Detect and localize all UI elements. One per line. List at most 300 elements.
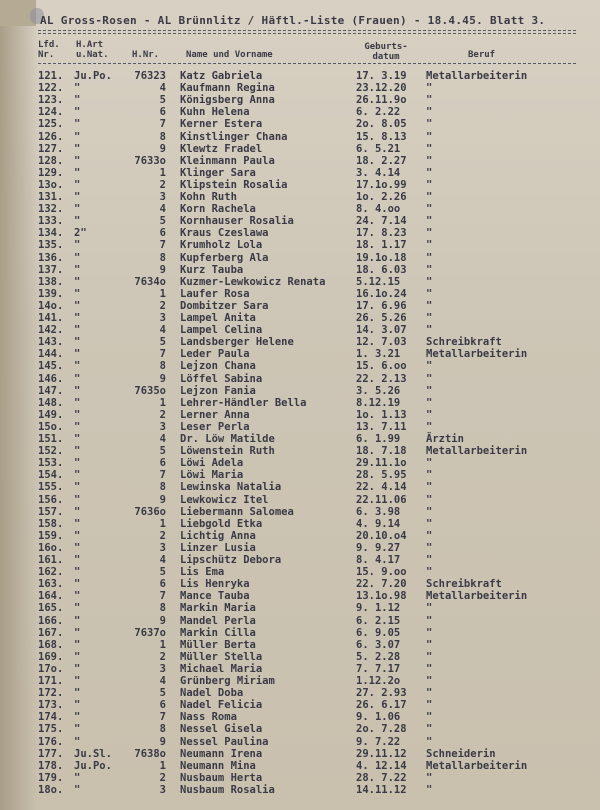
cell-lfd: 163. xyxy=(38,578,64,591)
cell-beruf: " xyxy=(426,541,433,554)
cell-beruf: " xyxy=(426,94,433,107)
cell-name: Löffel Sabina xyxy=(180,372,263,385)
cell-hnr: 7637o xyxy=(134,626,166,639)
cell-hnr: 9 xyxy=(159,263,166,276)
cell-geb: 18. 1.17 xyxy=(356,239,407,252)
cell-beruf: " xyxy=(426,215,433,228)
table-row xyxy=(0,300,600,312)
cell-lfd: 151. xyxy=(38,433,64,445)
cell-geb: 7. 7.17 xyxy=(356,662,401,675)
cell-hnr: 2 xyxy=(159,529,166,542)
cell-lfd: 122. xyxy=(38,82,64,95)
cell-name: Leder Paula xyxy=(180,348,250,361)
cell-beruf: " xyxy=(426,723,433,736)
cell-lfd: 147. xyxy=(38,384,64,397)
header-rule-2 xyxy=(38,33,576,34)
cell-name: Lipschütz Debora xyxy=(180,554,282,566)
cell-hart: " xyxy=(74,590,81,603)
cell-lfd: 13o. xyxy=(38,178,64,191)
cell-hart: " xyxy=(74,602,81,615)
cell-name: Kerner Estera xyxy=(180,118,263,131)
cell-geb: 1o. 2.26 xyxy=(356,191,407,203)
header-rule xyxy=(38,30,576,31)
cell-lfd: 139. xyxy=(38,287,64,300)
cell-beruf: " xyxy=(426,469,433,482)
cell-lfd: 162. xyxy=(38,566,64,579)
cell-beruf: " xyxy=(426,675,433,687)
cell-name: Markin Cilla xyxy=(180,626,256,639)
cell-lfd: 152. xyxy=(38,445,64,458)
cell-geb: 2o. 7.28 xyxy=(356,723,407,736)
cell-hnr: 7 xyxy=(159,118,166,131)
table-row xyxy=(0,276,600,288)
cell-hart: " xyxy=(74,106,81,119)
cell-beruf: " xyxy=(426,699,433,712)
cell-beruf: " xyxy=(426,275,433,288)
cell-hnr: 7633o xyxy=(134,154,166,167)
cell-hnr: 4 xyxy=(159,82,166,95)
cell-beruf: " xyxy=(426,312,433,324)
cell-beruf: " xyxy=(426,420,433,433)
cell-beruf: " xyxy=(426,166,433,179)
cell-name: Mance Tauba xyxy=(180,590,250,603)
table-row xyxy=(0,191,600,203)
cell-beruf: " xyxy=(426,227,433,240)
table-row xyxy=(0,723,600,735)
cell-beruf: " xyxy=(426,130,433,143)
cell-name: Kohn Ruth xyxy=(180,191,237,203)
cell-geb: 12. 7.03 xyxy=(356,336,407,349)
cell-geb: 3. 4.14 xyxy=(356,166,401,179)
cell-beruf: " xyxy=(426,203,433,216)
cell-name: Lichtig Anna xyxy=(180,529,256,542)
cell-name: Klipstein Rosalia xyxy=(180,178,288,191)
cell-geb: 9. 1.12 xyxy=(356,602,401,615)
cell-lfd: 18o. xyxy=(38,783,64,796)
cell-name: Neumann Irena xyxy=(180,747,263,760)
table-row xyxy=(0,530,600,542)
cell-beruf: " xyxy=(426,372,433,385)
cell-hart: " xyxy=(74,638,81,651)
cell-lfd: 178. xyxy=(38,759,64,772)
cell-geb: 3. 5.26 xyxy=(356,384,401,397)
cell-lfd: 134. xyxy=(38,227,64,240)
cell-hnr: 9 xyxy=(159,142,166,155)
cell-beruf: " xyxy=(426,687,433,700)
cell-beruf: " xyxy=(426,118,433,131)
cell-beruf: " xyxy=(426,191,433,203)
cell-name: Dr. Löw Matilde xyxy=(180,433,275,445)
cell-hnr: 1 xyxy=(159,638,166,651)
table-row xyxy=(0,651,600,663)
cell-lfd: 121. xyxy=(38,70,64,82)
cell-geb: 6. 2.22 xyxy=(356,106,401,119)
col-hart-nat xyxy=(76,40,109,60)
cell-geb: 15. 8.13 xyxy=(356,130,407,143)
table-row xyxy=(0,675,600,687)
cell-lfd: 142. xyxy=(38,324,64,337)
cell-hart: " xyxy=(74,130,81,143)
col-lfd: Lfd. xyxy=(38,40,60,50)
cell-beruf: " xyxy=(426,529,433,542)
cell-geb: 23.12.20 xyxy=(356,82,407,95)
cell-hart: " xyxy=(74,566,81,579)
cell-geb: 6. 3.07 xyxy=(356,638,401,651)
col-beruf: Beruf xyxy=(468,50,496,60)
cell-lfd: 167. xyxy=(38,626,64,639)
col-lfd-nr xyxy=(38,40,60,60)
table-row xyxy=(0,252,600,264)
cell-geb: 4. 9.14 xyxy=(356,517,401,530)
cell-name: Lampel Celina xyxy=(180,324,263,337)
table-row xyxy=(0,615,600,627)
table-row xyxy=(0,373,600,385)
cell-name: Lampel Anita xyxy=(180,312,256,324)
cell-hart: " xyxy=(74,662,81,675)
cell-hnr: 6 xyxy=(159,578,166,591)
cell-hnr: 7634o xyxy=(134,275,166,288)
table-row xyxy=(0,469,600,481)
cell-lfd: 168. xyxy=(38,638,64,651)
cell-hnr: 7 xyxy=(159,239,166,252)
cell-beruf: " xyxy=(426,614,433,627)
table-row xyxy=(0,506,600,518)
cell-lfd: 177. xyxy=(38,747,64,760)
cell-hnr: 8 xyxy=(159,360,166,373)
cell-name: Kuzmer-Lewkowicz Renata xyxy=(180,275,326,288)
cell-geb: 5. 2.28 xyxy=(356,650,401,663)
cell-hnr: 4 xyxy=(159,203,166,216)
table-row xyxy=(0,360,600,372)
cell-name: Lis Ema xyxy=(180,566,225,579)
cell-hnr: 3 xyxy=(159,312,166,324)
cell-hnr: 2 xyxy=(159,650,166,663)
cell-beruf: " xyxy=(426,299,433,312)
cell-name: Dombitzer Sara xyxy=(180,299,269,312)
cell-name: Löwi Maria xyxy=(180,469,244,482)
cell-name: Kinstlinger Chana xyxy=(180,130,288,143)
cell-geb: 22. 4.14 xyxy=(356,481,407,494)
cell-name: Linzer Lusia xyxy=(180,541,256,554)
cell-geb: 17. 8.23 xyxy=(356,227,407,240)
cell-beruf: " xyxy=(426,106,433,119)
cell-name: Mandel Perla xyxy=(180,614,256,627)
cell-beruf: " xyxy=(426,360,433,373)
cell-hart: " xyxy=(74,481,81,494)
cell-name: Lehrer-Händler Bella xyxy=(180,396,307,409)
cell-hnr: 9 xyxy=(159,614,166,627)
cell-hart: " xyxy=(74,142,81,155)
table-row xyxy=(0,772,600,784)
cell-lfd: 148. xyxy=(38,396,64,409)
cell-name: Grünberg Miriam xyxy=(180,675,275,687)
table-row xyxy=(0,566,600,578)
cell-hart: " xyxy=(74,493,81,506)
cell-lfd: 173. xyxy=(38,699,64,712)
cell-beruf: Schneiderin xyxy=(426,747,496,760)
table-row xyxy=(0,348,600,360)
cell-name: Kurz Tauba xyxy=(180,263,244,276)
cell-hnr: 1 xyxy=(159,517,166,530)
cell-beruf: Metallarbeiterin xyxy=(426,348,528,361)
cell-beruf: " xyxy=(426,505,433,518)
cell-hnr: 7 xyxy=(159,711,166,724)
col-hart: H.Art xyxy=(76,40,104,50)
table-row xyxy=(0,663,600,675)
cell-geb: 2o. 8.05 xyxy=(356,118,407,131)
cell-hart: " xyxy=(74,505,81,518)
cell-beruf: " xyxy=(426,638,433,651)
cell-beruf: " xyxy=(426,154,433,167)
table-row xyxy=(0,239,600,251)
table-row xyxy=(0,784,600,796)
cell-lfd: 136. xyxy=(38,251,64,264)
cell-name: Lerner Anna xyxy=(180,408,250,421)
cell-hnr: 5 xyxy=(159,336,166,349)
cell-name: Kupferberg Ala xyxy=(180,251,269,264)
col-geb-line1: Geburts- xyxy=(364,42,408,52)
cell-geb: 20.10.o4 xyxy=(356,529,407,542)
cell-name: Müller Berta xyxy=(180,638,256,651)
cell-beruf: Metallarbeiterin xyxy=(426,759,528,772)
cell-geb: 9. 1.06 xyxy=(356,711,401,724)
cell-lfd: 176. xyxy=(38,735,64,748)
cell-hnr: 6 xyxy=(159,227,166,240)
table-row xyxy=(0,542,600,554)
cell-beruf: " xyxy=(426,324,433,337)
table-row xyxy=(0,554,600,566)
cell-hnr: 5 xyxy=(159,94,166,107)
cell-name: Nadel Doba xyxy=(180,687,244,700)
cell-name: Löwenstein Ruth xyxy=(180,445,275,458)
cell-name: Nass Roma xyxy=(180,711,237,724)
table-row xyxy=(0,167,600,179)
table-row xyxy=(0,397,600,409)
cell-lfd: 138. xyxy=(38,275,64,288)
cell-hnr: 3 xyxy=(159,191,166,203)
table-row xyxy=(0,155,600,167)
cell-name: Kaufmann Regina xyxy=(180,82,275,95)
cell-hart: " xyxy=(74,783,81,796)
cell-hart: " xyxy=(74,396,81,409)
cell-hart: " xyxy=(74,433,81,445)
cell-hart: " xyxy=(74,360,81,373)
cell-hart: " xyxy=(74,711,81,724)
cell-name: Nessel Paulina xyxy=(180,735,269,748)
cell-geb: 22. 2.13 xyxy=(356,372,407,385)
cell-hart: " xyxy=(74,82,81,95)
cell-hart: " xyxy=(74,626,81,639)
cell-lfd: 158. xyxy=(38,517,64,530)
table-row xyxy=(0,457,600,469)
cell-beruf: " xyxy=(426,82,433,95)
cell-hnr: 5 xyxy=(159,566,166,579)
cell-hart: " xyxy=(74,554,81,566)
table-row xyxy=(0,518,600,530)
cell-lfd: 145. xyxy=(38,360,64,373)
cell-lfd: 153. xyxy=(38,457,64,470)
cell-hnr: 8 xyxy=(159,251,166,264)
cell-name: Kuhn Helena xyxy=(180,106,250,119)
cell-beruf: " xyxy=(426,662,433,675)
cell-hart: " xyxy=(74,372,81,385)
cell-lfd: 155. xyxy=(38,481,64,494)
cell-hnr: 6 xyxy=(159,106,166,119)
cell-hnr: 8 xyxy=(159,130,166,143)
cell-hart: " xyxy=(74,336,81,349)
cell-hart: " xyxy=(74,191,81,203)
cell-beruf: " xyxy=(426,178,433,191)
cell-lfd: 131. xyxy=(38,191,64,203)
cell-geb: 28. 5.95 xyxy=(356,469,407,482)
cell-hnr: 3 xyxy=(159,420,166,433)
cell-hnr: 76323 xyxy=(134,70,166,82)
cell-beruf: " xyxy=(426,626,433,639)
cell-name: Nusbaum Herta xyxy=(180,771,263,784)
cell-beruf: " xyxy=(426,481,433,494)
col-hnr: H.Nr. xyxy=(132,50,160,60)
cell-lfd: 159. xyxy=(38,529,64,542)
cell-geb: 18. 7.18 xyxy=(356,445,407,458)
cell-beruf: " xyxy=(426,650,433,663)
cell-lfd: 125. xyxy=(38,118,64,131)
cell-geb: 6. 1.99 xyxy=(356,433,401,445)
table-row xyxy=(0,215,600,227)
cell-lfd: 132. xyxy=(38,203,64,216)
cell-name: Kornhauser Rosalia xyxy=(180,215,294,228)
cell-beruf: " xyxy=(426,287,433,300)
cell-geb: 9. 7.22 xyxy=(356,735,401,748)
cell-lfd: 165. xyxy=(38,602,64,615)
cell-hart: " xyxy=(74,215,81,228)
cell-hart: " xyxy=(74,771,81,784)
cell-geb: 6. 5.21 xyxy=(356,142,401,155)
table-row xyxy=(0,264,600,276)
cell-name: Korn Rachela xyxy=(180,203,256,216)
table-row xyxy=(0,385,600,397)
cell-name: Müller Stella xyxy=(180,650,263,663)
cell-hart: " xyxy=(74,420,81,433)
cell-hnr: 8 xyxy=(159,723,166,736)
table-row xyxy=(0,494,600,506)
cell-name: Nusbaum Rosalia xyxy=(180,783,275,796)
cell-lfd: 15o. xyxy=(38,420,64,433)
cell-lfd: 175. xyxy=(38,723,64,736)
cell-hnr: 1 xyxy=(159,287,166,300)
cell-beruf: " xyxy=(426,554,433,566)
cell-hart: " xyxy=(74,287,81,300)
cell-name: Liebgold Etka xyxy=(180,517,263,530)
table-row xyxy=(0,421,600,433)
cell-geb: 1o. 1.13 xyxy=(356,408,407,421)
cell-hnr: 8 xyxy=(159,481,166,494)
cell-geb: 29.11.1o xyxy=(356,457,407,470)
cell-lfd: 149. xyxy=(38,408,64,421)
cell-lfd: 144. xyxy=(38,348,64,361)
cell-hnr: 3 xyxy=(159,783,166,796)
cell-hnr: 7 xyxy=(159,348,166,361)
cell-hnr: 9 xyxy=(159,493,166,506)
cell-beruf: " xyxy=(426,566,433,579)
cell-name: Kraus Czeslawa xyxy=(180,227,269,240)
cell-hart: " xyxy=(74,312,81,324)
cell-lfd: 154. xyxy=(38,469,64,482)
cell-hart: " xyxy=(74,469,81,482)
cell-geb: 9. 9.27 xyxy=(356,541,401,554)
cell-name: Liebermann Salomea xyxy=(180,505,294,518)
cell-beruf: " xyxy=(426,735,433,748)
cell-hnr: 4 xyxy=(159,324,166,337)
cell-name: Kleinmann Paula xyxy=(180,154,275,167)
cell-name: Lewkowicz Itel xyxy=(180,493,269,506)
table-row xyxy=(0,736,600,748)
cell-hart: " xyxy=(74,324,81,337)
table-row xyxy=(0,203,600,215)
cell-hnr: 2 xyxy=(159,299,166,312)
table-row xyxy=(0,578,600,590)
cell-hart: " xyxy=(74,251,81,264)
cell-geb: 26.11.9o xyxy=(356,94,407,107)
cell-hart: " xyxy=(74,275,81,288)
cell-hart: " xyxy=(74,723,81,736)
cell-geb: 1. 3.21 xyxy=(356,348,401,361)
cell-geb: 5.12.15 xyxy=(356,275,401,288)
cell-geb: 4. 12.14 xyxy=(356,759,407,772)
table-row xyxy=(0,118,600,130)
cell-hart: " xyxy=(74,299,81,312)
cell-hart: 2" xyxy=(74,227,87,240)
cell-geb: 17. 6.96 xyxy=(356,299,407,312)
cell-beruf: " xyxy=(426,517,433,530)
cell-lfd: 179. xyxy=(38,771,64,784)
table-row xyxy=(0,324,600,336)
cell-geb: 14. 3.07 xyxy=(356,324,407,337)
cell-hnr: 5 xyxy=(159,215,166,228)
table-row xyxy=(0,179,600,191)
cell-lfd: 123. xyxy=(38,94,64,107)
cell-name: Krumholz Lola xyxy=(180,239,263,252)
cell-hart: " xyxy=(74,687,81,700)
cell-lfd: 133. xyxy=(38,215,64,228)
cell-hart: " xyxy=(74,178,81,191)
cell-hnr: 4 xyxy=(159,554,166,566)
cell-name: Michael Maria xyxy=(180,662,263,675)
table-row xyxy=(0,131,600,143)
cell-hnr: 5 xyxy=(159,445,166,458)
cell-lfd: 174. xyxy=(38,711,64,724)
cell-hnr: 3 xyxy=(159,541,166,554)
cell-name: Löwi Adela xyxy=(180,457,244,470)
cell-name: Neumann Mina xyxy=(180,759,256,772)
cell-hart: " xyxy=(74,384,81,397)
cell-geb: 14.11.12 xyxy=(356,783,407,796)
cell-geb: 28. 7.22 xyxy=(356,771,407,784)
table-row xyxy=(0,445,600,457)
cell-hnr: 7636o xyxy=(134,505,166,518)
cell-lfd: 146. xyxy=(38,372,64,385)
cell-lfd: 127. xyxy=(38,142,64,155)
cell-beruf: " xyxy=(426,602,433,615)
cell-lfd: 164. xyxy=(38,590,64,603)
cell-hart: " xyxy=(74,457,81,470)
cell-name: Leser Perla xyxy=(180,420,250,433)
cell-beruf: Schreibkraft xyxy=(426,336,502,349)
cell-name: Lejzon Fania xyxy=(180,384,256,397)
cell-hart: " xyxy=(74,408,81,421)
table-row xyxy=(0,627,600,639)
table-row xyxy=(0,312,600,324)
cell-beruf: Metallarbeiterin xyxy=(426,590,528,603)
